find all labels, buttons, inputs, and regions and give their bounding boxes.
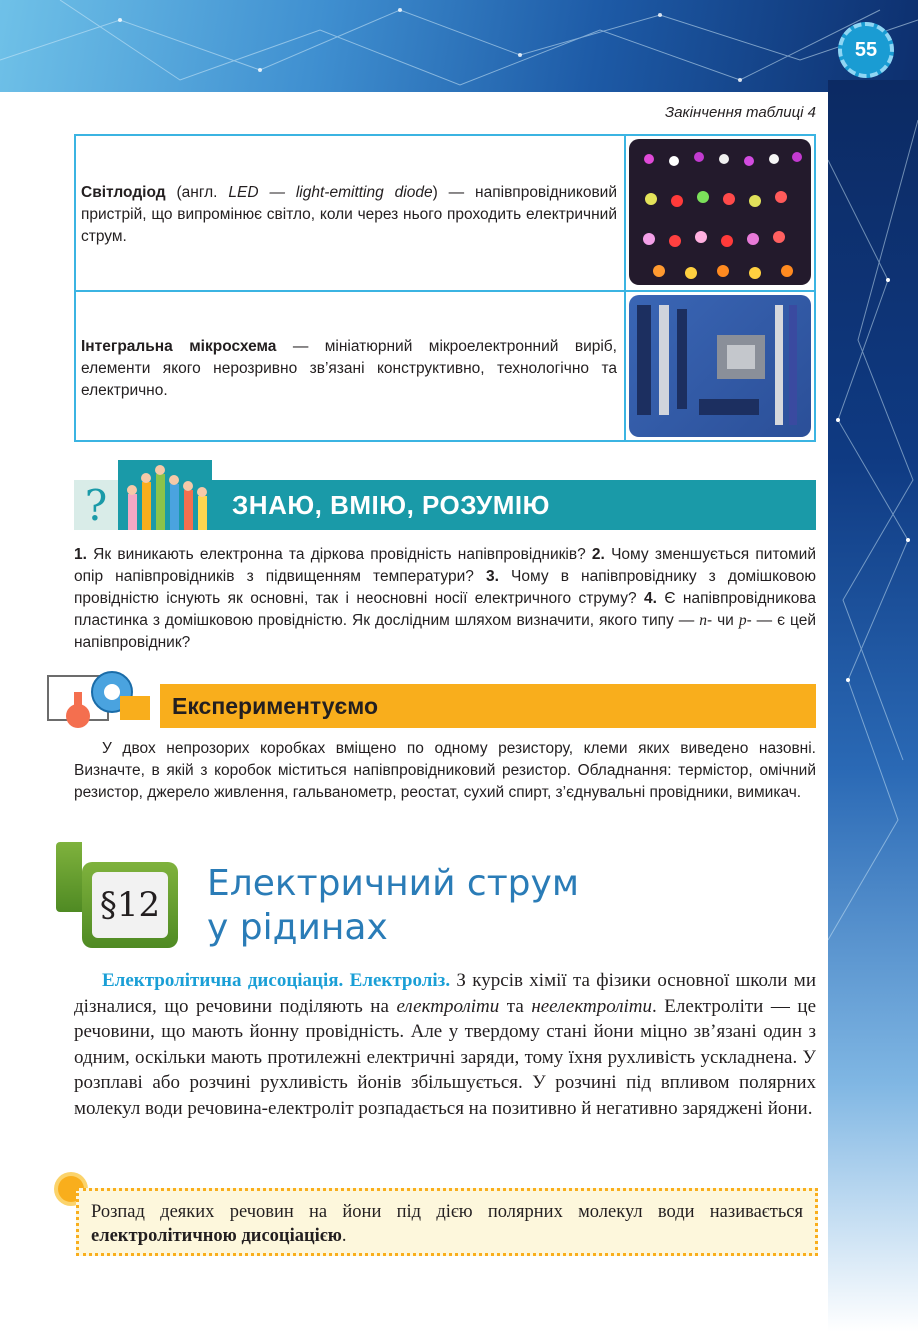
- section-ribbon: [56, 842, 82, 912]
- definition-text: ) — напівпровідниковий пристрій, що випромінює світло, коли через нього проходить електричний струм.: [81, 184, 618, 245]
- lab-illustration: [44, 662, 160, 738]
- table-caption: Закінчення таблиці 4: [664, 104, 816, 121]
- body-text: . Електроліти — це речовини, що мають йонну провідність. Але у твердому стані йони міцно зв’язані один з одним, оскільки мають протилежні електричні заряди, тому їхня рухливість ускладнена. У розплаві або розчині рухливість йонів збільшується. У розчині під впливом полярних молекул води речовина-електроліт розпадається на позитивно й негативно заряджені йони.: [74, 995, 817, 1119]
- body-paragraph: [74, 968, 816, 1121]
- section-title-line: у рідинах: [207, 907, 388, 948]
- section-title-know: ЗНАЮ, ВМІЮ, РОЗУМІЮ: [212, 480, 816, 530]
- question-mark-icon: ?: [74, 480, 118, 530]
- body-text: та: [499, 995, 532, 1017]
- term: Інтегральна мікросхема: [81, 338, 277, 355]
- term: Світлодіод: [81, 184, 166, 201]
- definition-italic: LED — light-emitting diode: [228, 184, 433, 201]
- page-number: 55: [838, 22, 894, 78]
- definition-text: [91, 1200, 803, 1248]
- question: Чому в напівпровіднику з домішковою провідністю існують як основні, так і неосновні носії електричного струму?: [74, 568, 816, 607]
- section-number: §12: [92, 872, 168, 938]
- side-decoration: [828, 80, 918, 1332]
- question-number: 3.: [486, 568, 499, 585]
- experiment-text: У двох непрозорих коробках вміщено по одному резистору, клеми яких виведено назовні. Визначте, в якій з коробок міститься напівпровідниковий резистор. Обладнання: термістор, омічний резистор, джерело живлення, гальванометр, реостат, сухий спирт, з’єднувальні провідники, вимикач.: [74, 740, 816, 801]
- definition-box: [76, 1188, 818, 1256]
- motherboard-image: [629, 295, 811, 437]
- table-row: [81, 182, 617, 248]
- question: Чому зменшується питомий опір напівпровідників з підвищенням температури?: [74, 546, 816, 585]
- question: Як виникають електронна та діркова провідність напівпровідників?: [86, 546, 592, 563]
- network-pattern: [0, 0, 918, 92]
- n-type: n: [699, 612, 707, 629]
- experiment-icon: [44, 662, 160, 738]
- question: Є напівпровідникова пластинка з домішковою провідністю. Як дослідним шляхом визначити, якого типу —: [74, 590, 816, 629]
- question: - чи: [706, 612, 739, 629]
- definition-part: Розпад деяких речовин на йони під дією полярних молекул води називається: [91, 1202, 803, 1222]
- term: електроліти: [396, 995, 500, 1017]
- header-banner: [0, 0, 918, 92]
- led-array-image: [629, 139, 811, 285]
- table-row-divider: [74, 290, 816, 292]
- section-title: [207, 862, 579, 950]
- motherboard-photo: [629, 295, 811, 437]
- table-row: [81, 336, 617, 402]
- hands-illustration: [118, 460, 212, 530]
- term: неелектроліти: [531, 995, 653, 1017]
- subheading: Електролітична дисоціація. Електроліз.: [102, 970, 451, 991]
- question: - — є цей напівпровідник?: [74, 612, 816, 651]
- body-text: З курсів хімії та фізики основної школи ми дізналися, що речовини поділяють на: [74, 970, 816, 1017]
- question-number: 4.: [644, 590, 657, 607]
- questions-text: [74, 544, 816, 654]
- network-pattern-side: [828, 80, 918, 1332]
- led-photo: [629, 139, 811, 285]
- definition-text: — мініатюрний мікроелектронний виріб, елементи якого нерозривно зв’язані конструктивно, технологічно та електрично.: [81, 338, 617, 399]
- definition-text: (англ.: [165, 184, 229, 201]
- table-column-divider: [624, 134, 626, 442]
- question-number: 2.: [591, 546, 605, 563]
- defined-term: електролітичною дисоціацією: [91, 1226, 342, 1246]
- section-title-experiment: Експериментуємо: [160, 684, 816, 728]
- raised-hands-icon: [118, 460, 212, 530]
- question-number: 1.: [74, 546, 87, 563]
- definition-part: .: [341, 1226, 347, 1246]
- p-type: p: [738, 612, 747, 629]
- section-title-line: Електричний струм: [207, 863, 579, 904]
